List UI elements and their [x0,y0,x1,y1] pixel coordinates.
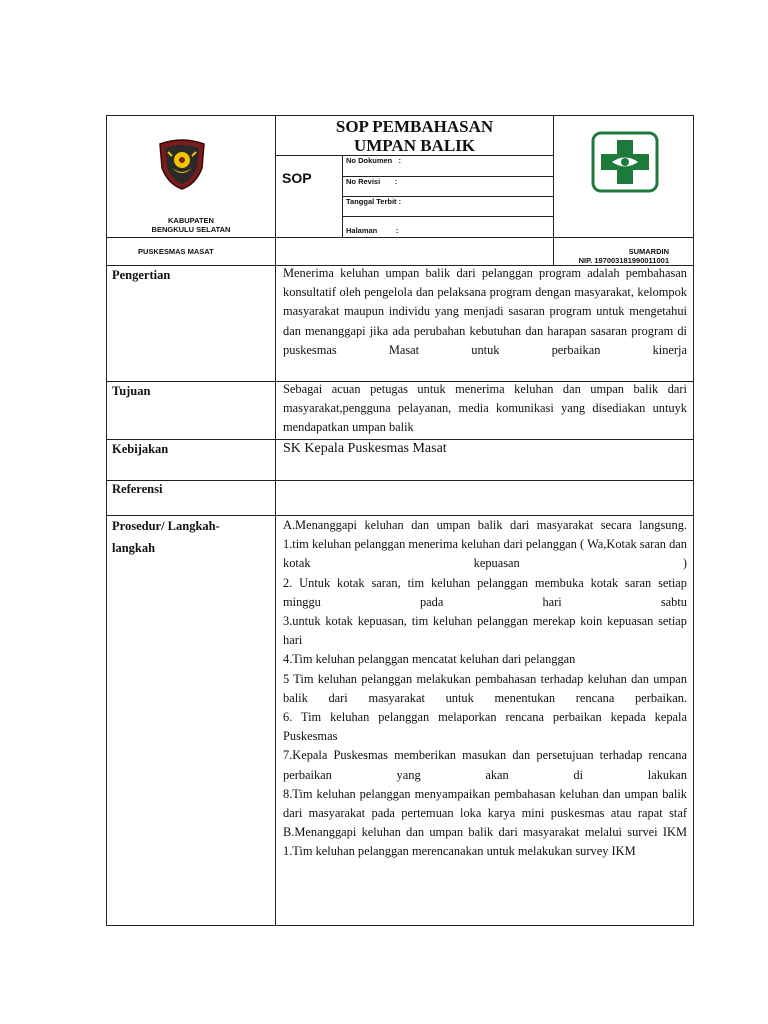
list-item: 1.tim keluhan pelanggan menerima keluhan dari pelanggan ( Wa,Kotak saran dan kotak kepuasan ) [283,537,687,571]
label-tujuan: Tujuan [112,384,151,398]
label-prosedur-line1: Prosedur/ Langkah- [112,519,220,533]
document-title [276,117,553,155]
text-kebijakan: SK Kepala Puskesmas Masat [283,441,447,456]
list-item: 4.Tim keluhan pelanggan mencatat keluhan dari pelanggan [283,652,576,667]
label-referensi: Referensi [112,482,163,496]
list-item: 6. Tim keluhan pelanggan melaporkan rencana perbaikan kepada kepala Puskesmas [283,710,687,744]
label-pengertian: Pengertian [112,268,171,282]
prosedur-steps [283,516,687,862]
puskesmas-cross-icon [591,131,659,193]
text-tujuan: Sebagai acuan petugas untuk menerima keluhan dan umpan balik dari masyarakat,pengguna pelayanan, media komunikasi yang disediakan untuyk mendapatkan umpan balik [283,382,687,435]
list-item: 7.Kepala Puskesmas memberikan masukan dan persetujuan terhadap rencana perbaikan yang akan di lakukan [283,748,687,782]
list-item: A.Menanggapi keluhan dan umpan balik dari masyarakat secara langsung. [283,518,687,532]
signer-nip: NIP. 197003181990011001 [578,256,669,265]
label-kebijakan: Kebijakan [112,442,169,456]
field-halaman: Halaman : [346,226,399,235]
signer [555,247,693,265]
title-line1: SOP PEMBAHASAN [335,117,494,136]
list-item: 2. Untuk kotak saran, tim keluhan pelanggan membuka kotak saran setiap minggu pada hari sabtu [283,575,687,609]
list-item: 8.Tim keluhan pelanggan menyampaikan pembahasan keluhan dan umpan balik dari masyarakat pada pertemuan loka karya mini puskesmas atau rapat staf [283,786,687,821]
field-tanggal-terbit: Tanggal Terbit : [346,197,402,206]
org-line2: BENGKULU SELATAN [151,225,231,234]
signer-name: SUMARDIN [628,247,669,256]
label-prosedur [112,515,220,559]
org-line1: KABUPATEN [168,216,214,225]
list-item: 5 Tim keluhan pelanggan melakukan pembahasan terhadap keluhan dan umpan balik dari masyarakat untuk menentukan rencana perbaikan. [283,671,687,705]
label-prosedur-line2: langkah [112,541,156,555]
field-no-revisi: No Revisi : [346,177,398,186]
puskesmas-logo [591,131,659,193]
puskesmas-name: PUSKESMAS MASAT [138,247,214,256]
regency-crest-icon [156,138,208,190]
text-pengertian: Menerima keluhan umpan balik dari pelanggan program adalah pembahasan konsultatif oleh pengelola dan pelaksana program dengan masyarakat, kelompok masyarakat maupun individu yang menjadi sasaran program untuk mengetahui dan menanggapi jika ada perubahan kebutuhan dan harapan sasaran program di puskesmas Masat untuk perbaikan kinerja [283,266,687,357]
title-line2: UMPAN BALIK [353,136,476,155]
org-name [107,216,275,234]
list-item: 1.Tim keluhan pelanggan merencanakan untuk melakukan survey IKM [283,844,636,859]
list-item: 3.untuk kotak kepuasan, tim keluhan pelanggan merekap koin kepuasan setiap hari [283,614,687,648]
field-no-dokumen: No Dokumen : [346,156,402,165]
sop-label: SOP [282,170,312,186]
list-item: B.Menanggapi keluhan dan umpan balik dari masyarakat melalui survei IKM [283,825,687,840]
regency-logo [156,138,208,190]
